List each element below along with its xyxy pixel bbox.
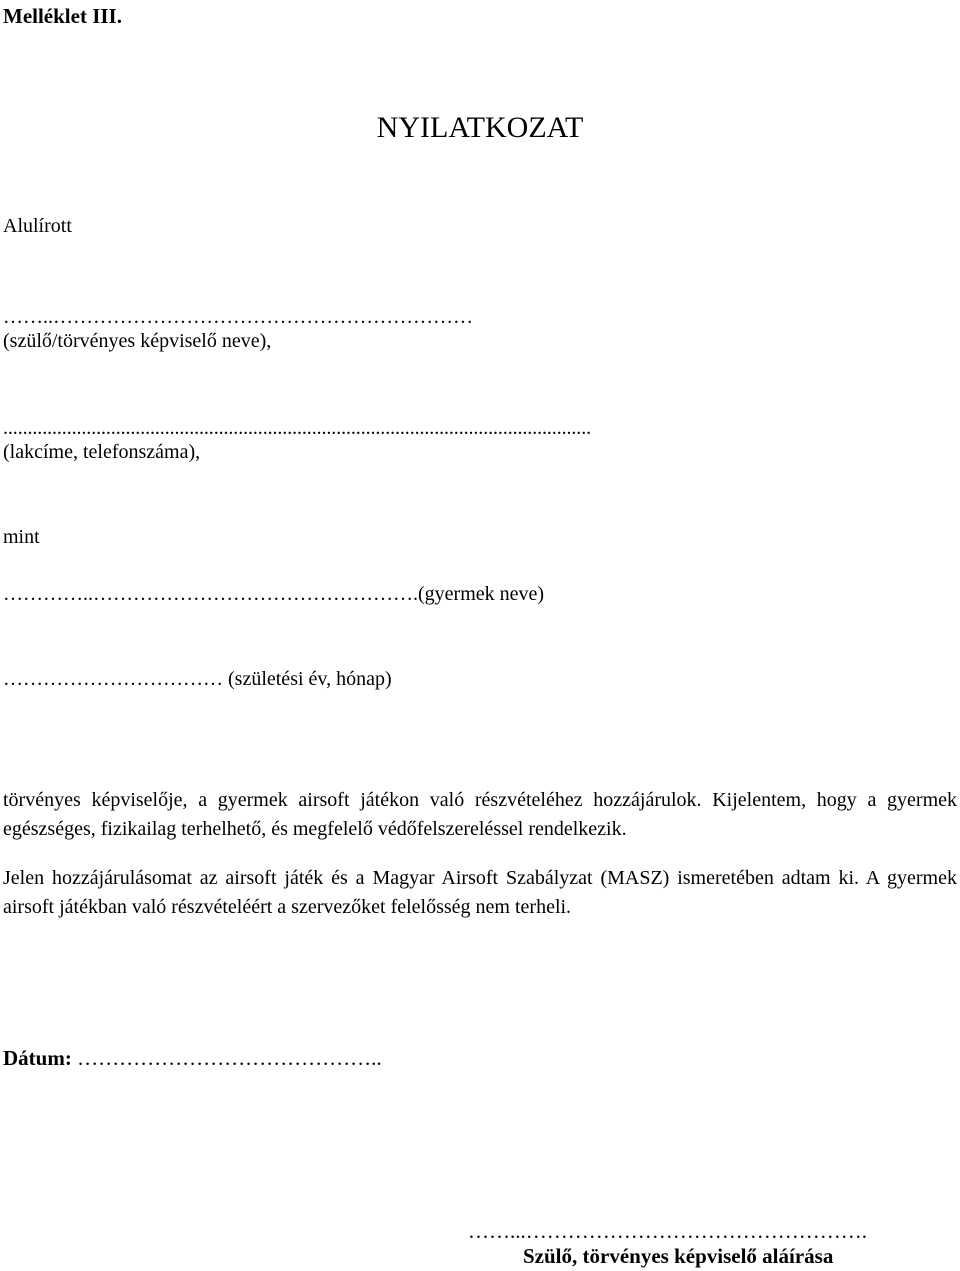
date-row: [3, 1046, 382, 1070]
signature-label: Szülő, törvényes képviselő aláírása: [523, 1244, 834, 1268]
birth-date-field[interactable]: …………………………… (születési év, hónap): [3, 668, 392, 690]
signature-field[interactable]: ……...………………………………………….: [468, 1219, 867, 1243]
responsibility-paragraph: Jelen hozzájárulásomat az airsoft játék és a Magyar Airsoft Szabályzat (MASZ) ismeretében adtam ki. A gyermek airsoft játékban való részvételéért a szervezőket felelősség nem terheli.: [3, 867, 957, 918]
child-name-field[interactable]: …………..………………………………………….(gyermek neve): [3, 583, 545, 605]
address-field[interactable]: ........................................................................................................................: [3, 417, 592, 439]
parent-name-field[interactable]: ……..………………………………………………………: [3, 306, 473, 328]
parent-name-label: (szülő/törvényes képviselő neve),: [3, 330, 272, 352]
date-field[interactable]: ……………………………………..: [77, 1046, 382, 1070]
document-title: NYILATKOZAT: [376, 111, 584, 144]
intro-text: Alulírott: [3, 215, 72, 237]
as-word: mint: [3, 526, 40, 548]
address-label: (lakcíme, telefonszáma),: [3, 441, 201, 463]
date-label: Dátum:: [3, 1046, 72, 1070]
annex-label: Melléklet III.: [3, 4, 122, 28]
consent-paragraph: törvényes képviselője, a gyermek airsoft játékon való részvételéhez hozzájárulok. Kijelentem, hogy a gyermek egészséges, fizikailag terhelhető, és megfelelő védőfelszereléssel rendelkezik.: [3, 789, 957, 840]
